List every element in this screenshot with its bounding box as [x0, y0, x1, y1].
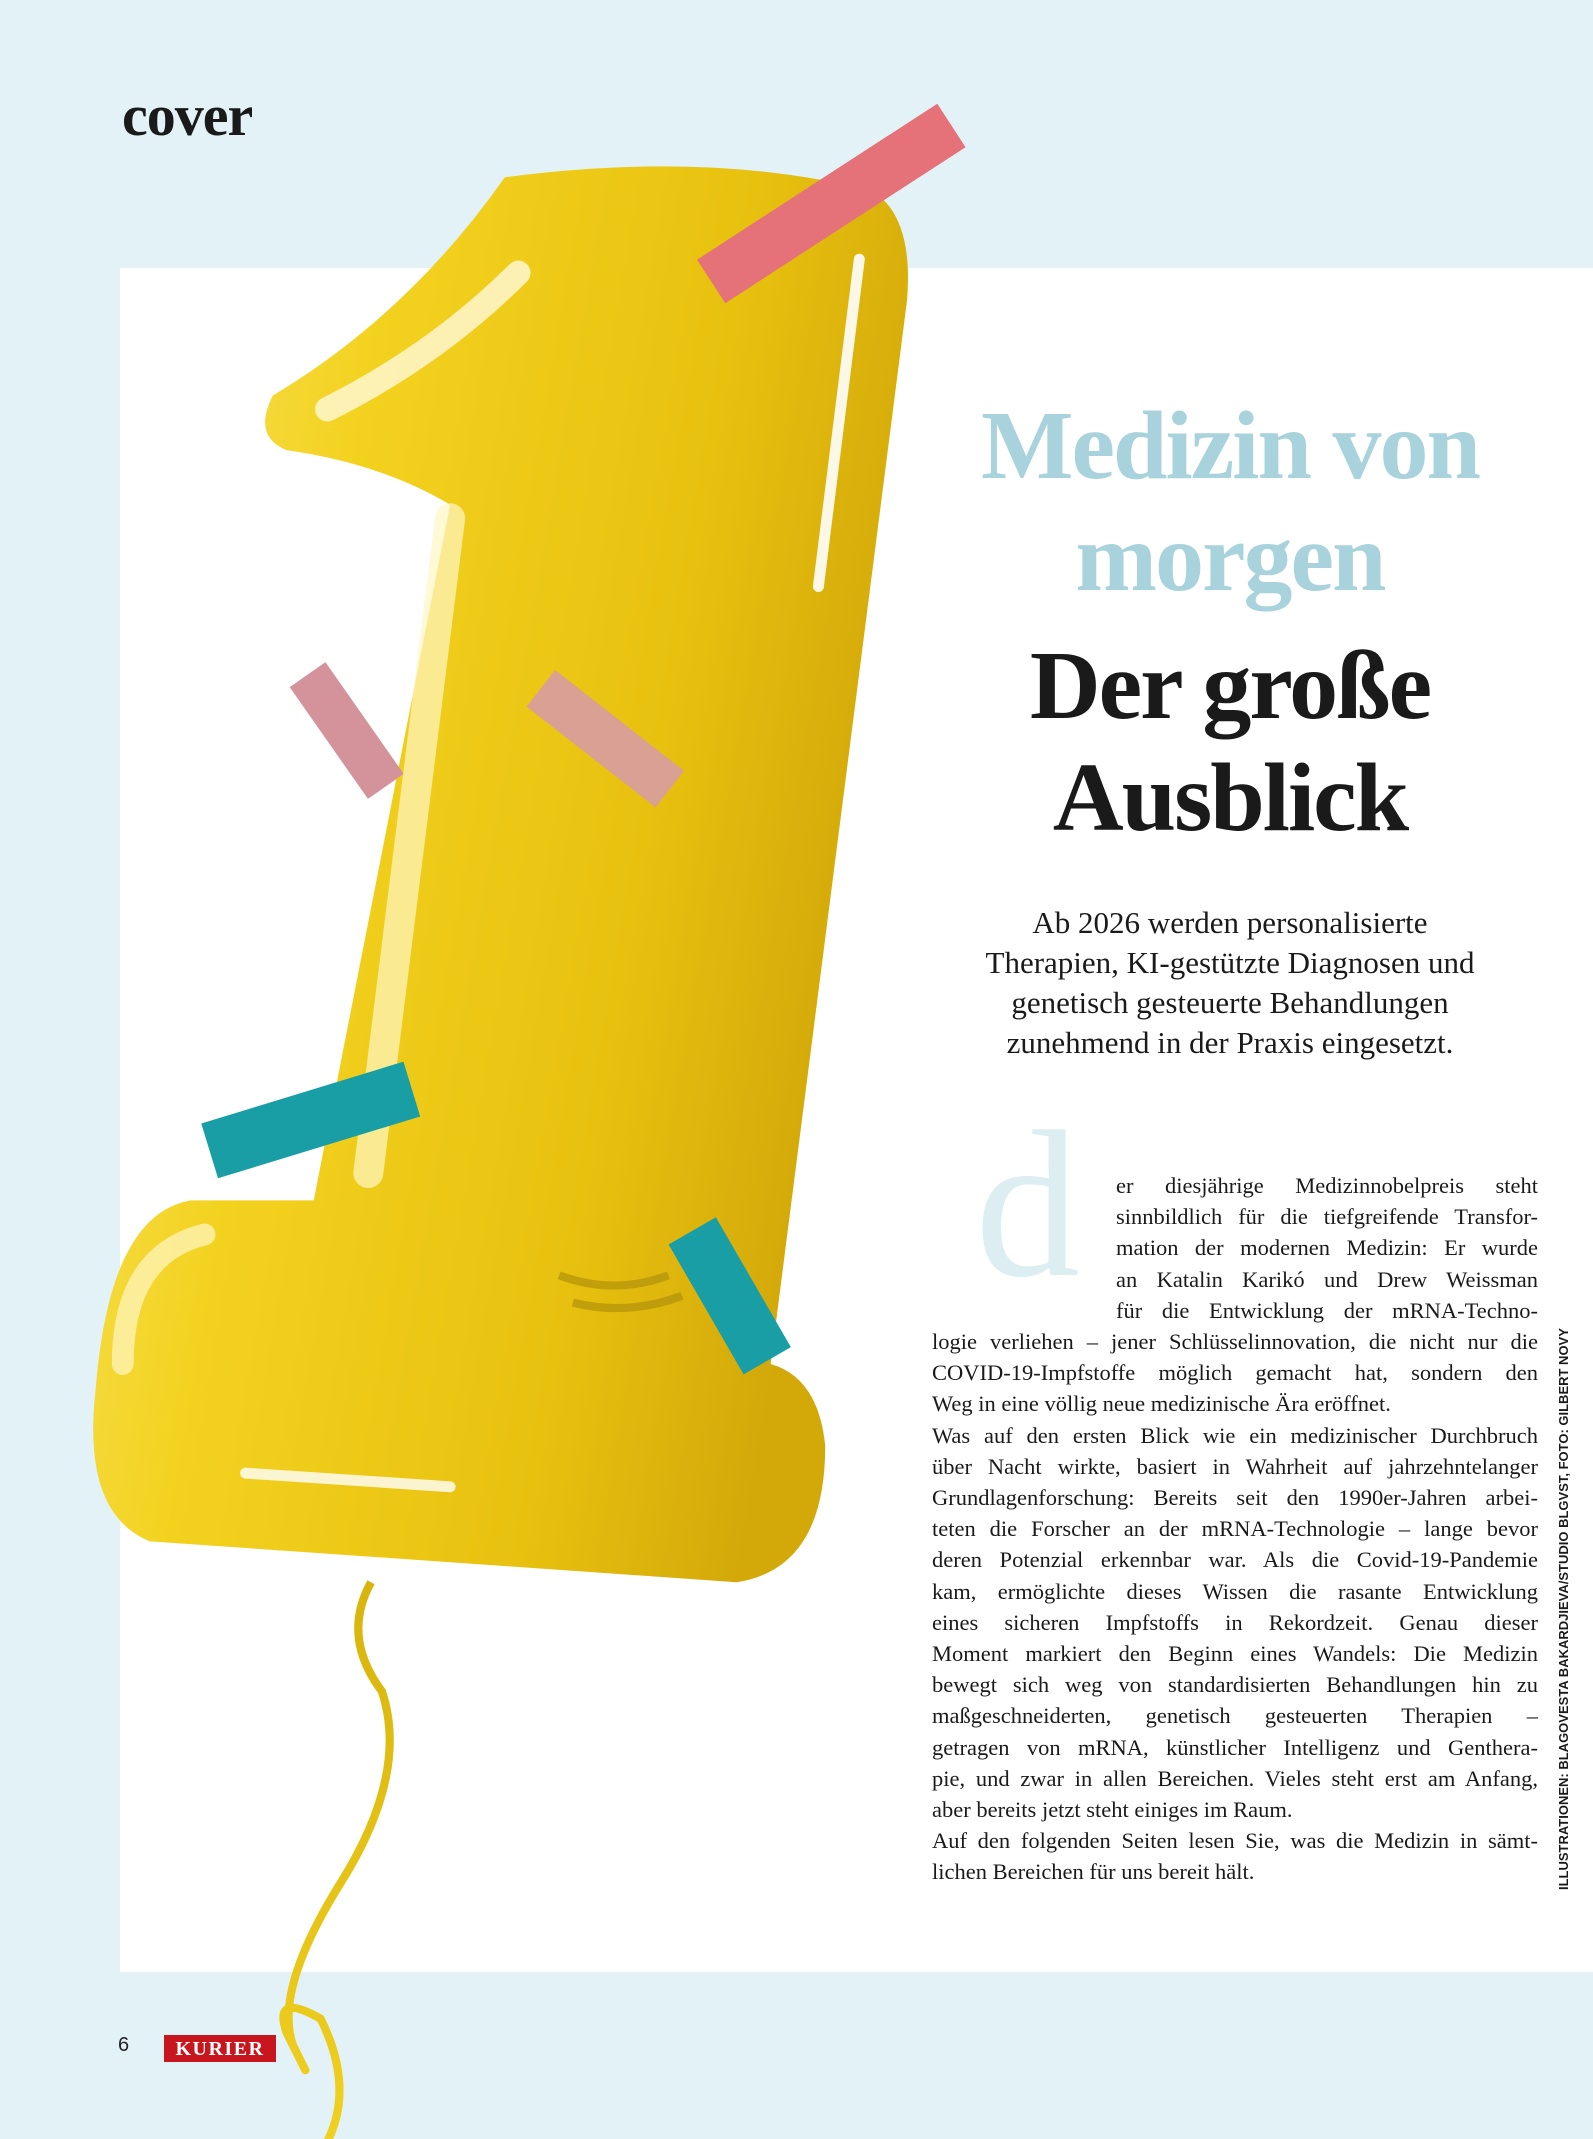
body-text-line: lichen Bereichen für uns bereit hält.	[932, 1859, 1255, 1885]
section-label: cover	[122, 83, 253, 148]
body-text-line: über Nacht wirkte, basiert in Wahrheit auf jahrzehntelanger	[932, 1453, 1538, 1479]
subheadline	[920, 903, 1540, 1063]
headline-accent	[900, 390, 1560, 614]
drop-cap: d	[975, 1089, 1080, 1321]
balloon-ribbon	[283, 1582, 389, 2139]
headline-line: Medizin von	[981, 392, 1479, 500]
body-text-line: er diesjährige Medizinnobelpreis steht	[1116, 1173, 1538, 1198]
body-text-line: sinnbildlich für die tiefgreifende Transfor-	[1116, 1204, 1538, 1230]
body-text-line: pie, und zwar in allen Bereichen. Vieles steht erst am Anfang,	[932, 1765, 1538, 1791]
headline-line: Der große	[1029, 632, 1431, 740]
body-text-line: COVID-19-Impfstoffe möglich gemacht hat, sondern den	[932, 1360, 1538, 1386]
body-text-line: Moment markiert den Beginn eines Wandels: Die Medizin	[932, 1641, 1538, 1667]
body-text-line: an Katalin Karikó und Drew Weissman	[1116, 1266, 1538, 1292]
headline-main	[900, 630, 1560, 854]
article-body	[932, 1170, 1538, 1888]
body-text-line: Weg in eine völlig neue medizinische Ära eröffnet.	[932, 1391, 1391, 1417]
body-text-line: Auf den folgenden Seiten lesen Sie, was die Medizin in sämt-	[932, 1828, 1538, 1854]
subheadline-line: genetisch gesteuerte Behandlungen	[1011, 985, 1449, 1020]
headline-line: Ausblick	[1052, 744, 1408, 852]
body-text-line: deren Potenzial erkennbar war. Als die Covid-19-Pandemie	[932, 1547, 1538, 1573]
body-text-line: maßgeschneiderten, genetisch gesteuerten Therapien –	[932, 1703, 1538, 1729]
body-text-line: getragen von mRNA, künstlicher Intelligenz und Genthera-	[932, 1734, 1538, 1760]
body-text-line: aber bereits jetzt steht einiges im Raum.	[932, 1797, 1293, 1823]
body-text-line: teten die Forscher an der mRNA-Technologie – lange bevor	[932, 1516, 1538, 1542]
page-number: 6	[118, 2034, 130, 2056]
body-text-line: Was auf den ersten Blick wie ein medizinischer Durchbruch	[932, 1422, 1538, 1448]
subheadline-line: Ab 2026 werden personalisierte	[1032, 905, 1428, 940]
body-text-line: für die Entwicklung der mRNA-Techno-	[1116, 1297, 1538, 1323]
subheadline-line: Therapien, KI-gestützte Diagnosen und	[985, 945, 1475, 980]
subheadline-line: zunehmend in der Praxis eingesetzt.	[1006, 1025, 1454, 1060]
body-text-line: Grundlagenforschung: Bereits seit den 1990er-Jahren arbei-	[932, 1485, 1538, 1511]
kurier-logo: KURIER	[164, 2035, 276, 2062]
confetti-pink	[290, 662, 404, 799]
body-text-line: bewegt sich weg von standardisierten Behandlungen hin zu	[932, 1672, 1538, 1698]
body-text-line: mation der modernen Medizin: Er wurde	[1116, 1235, 1538, 1261]
body-text-line: eines sicheren Impfstoffs in Rekordzeit. Genau dieser	[932, 1609, 1538, 1635]
image-credit: ILLUSTRATIONEN: BLAGOVESTA BAKARDJIEVA/STUDIO BLGVST, FOTO: GILBERT NOVY	[1556, 1328, 1571, 1890]
body-text-line: kam, ermöglichte dieses Wissen die rasante Entwicklung	[932, 1578, 1538, 1604]
headline-line: morgen	[1075, 504, 1385, 612]
balloon-one-shape	[93, 166, 908, 1582]
body-text-line: logie verliehen – jener Schlüsselinnovation, die nicht nur die	[932, 1329, 1538, 1355]
